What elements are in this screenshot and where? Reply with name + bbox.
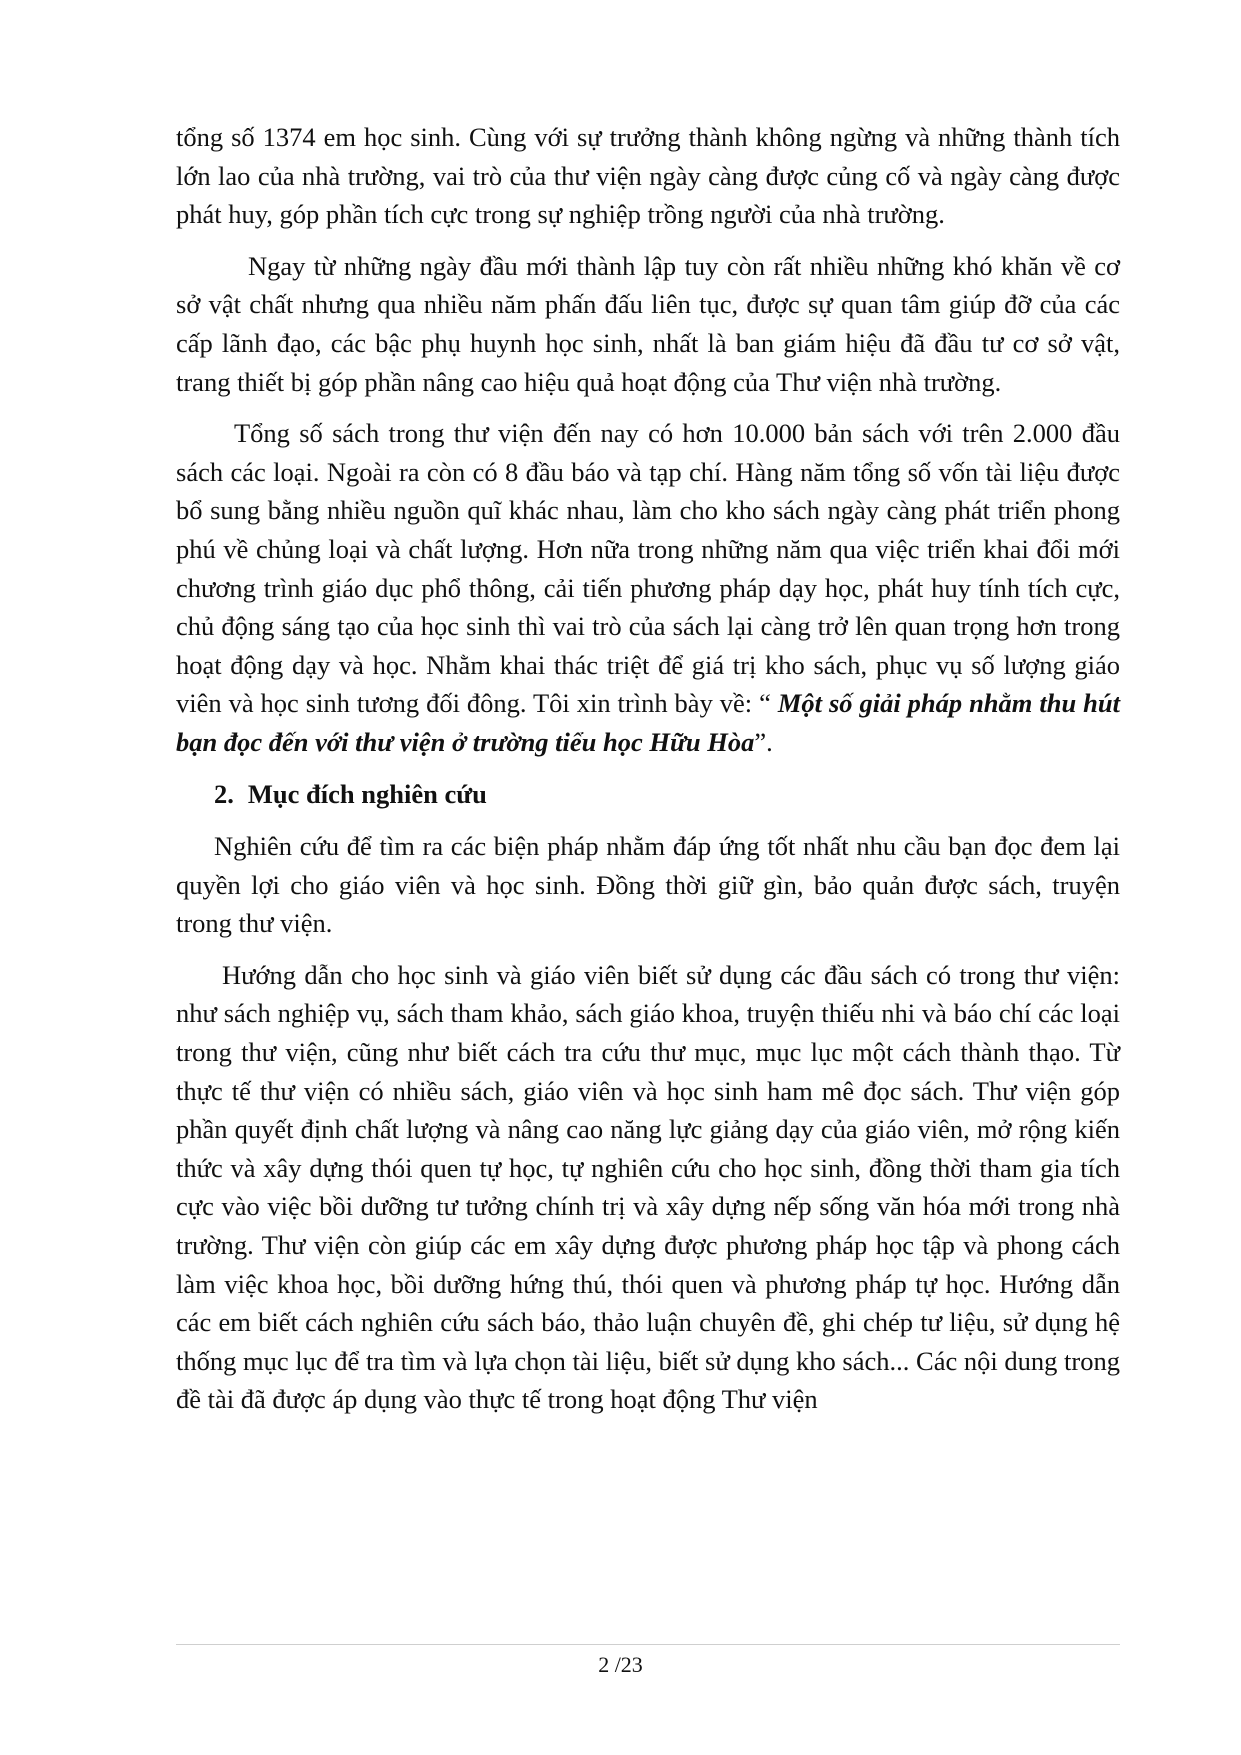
section-title: Mục đích nghiên cứu [247, 778, 487, 809]
paragraph-collection-closing: ”. [754, 726, 773, 757]
paragraph-guidance: Hướng dẫn cho học sinh và giáo viên biết sử dụng các đầu sách có trong thư viện: như sách nghiệp vụ, sách tham khảo, sách giáo khoa, truyện thiếu nhi và báo chí các loại trong thư viện, cũng như biết cách tra cứu thư mục, mục lục một cách thành thạo. Từ thực tế thư viện có nhiều sách, giáo viên và học sinh ham mê đọc sách. Thư viện góp phần quyết định chất lượng và nâng cao năng lực giảng dạy của giáo viên, mở rộng kiến thức và xây dựng thói quen tự học, tự nghiên cứu cho học sinh, đồng thời tham gia tích cực vào việc bồi dưỡng tư tưởng chính trị và xây dựng nếp sống văn hóa mới trong nhà trường. Thư viện còn giúp các em xây dựng được phương pháp học tập và phong cách làm việc khoa học, bồi dưỡng hứng thú, thói quen và phương pháp tự học. Hướng dẫn các em biết cách nghiên cứu sách báo, thảo luận chuyên đề, ghi chép tư liệu, sử dụng hệ thống mục lục để tra tìm và lựa chọn tài liệu, biết sử dụng kho sách... Các nội dung trong đề tài đã được áp dụng vào thực tế trong hoạt động Thư viện [176, 959, 1120, 1415]
section-heading [176, 775, 1120, 814]
paragraph-collection [176, 414, 1120, 761]
page-number: 2 /23 [598, 1652, 643, 1677]
paragraph-research-purpose: Nghiên cứu để tìm ra các biện pháp nhằm đáp ứng tốt nhất nhu cầu bạn đọc đem lại quyền lợi cho giáo viên và học sinh. Đồng thời giữ gìn, bảo quản được sách, truyện trong thư viện. [176, 831, 1120, 939]
section-number: 2. [214, 778, 234, 809]
topic-title-emphasis: Một số giải pháp nhằm thu hút bạn đọc đến với thư viện ở trường tiểu học Hữu Hòa [176, 688, 1120, 757]
paragraph-intro-continuation: tổng số 1374 em học sinh. Cùng với sự trưởng thành không ngừng và những thành tích lớn lao của nhà trường, vai trò của thư viện ngày càng được củng cố và ngày càng được phát huy, góp phần tích cực trong sự nghiệp trồng người của nhà trường. [176, 122, 1120, 230]
paragraph-facilities: Ngay từ những ngày đầu mới thành lập tuy còn rất nhiều những khó khăn về cơ sở vật chất nhưng qua nhiều năm phấn đấu liên tục, được sự quan tâm giúp đỡ của các cấp lãnh đạo, các bậc phụ huynh học sinh, nhất là ban giám hiệu đã đầu tư cơ sở vật, trang thiết bị góp phần nâng cao hiệu quả hoạt động của Thư viện nhà trường. [176, 250, 1120, 397]
paragraph-collection-text: Tổng số sách trong thư viện đến nay có hơn 10.000 bản sách với trên 2.000 đầu sách các loại. Ngoài ra còn có 8 đầu báo và tạp chí. Hàng năm tổng số vốn tài liệu được bổ sung bằng nhiều nguồn quĩ khác nhau, làm cho kho sách ngày càng phát triển phong phú về chủng loại và chất lượng. Hơn nữa trong những năm qua việc triển khai đổi mới chương trình giáo dục phổ thông, cải tiến phương pháp dạy học, phát huy tính tích cực, chủ động sáng tạo của học sinh thì vai trò của sách lại càng trở lên quan trọng hơn trong hoạt động dạy và học. Nhằm khai thác triệt để giá trị kho sách, phục vụ số lượng giáo viên và học sinh tương đối đông. Tôi xin trình bày về: “ [176, 418, 1120, 719]
footer-divider [176, 1644, 1120, 1645]
page-body [176, 118, 1120, 1432]
